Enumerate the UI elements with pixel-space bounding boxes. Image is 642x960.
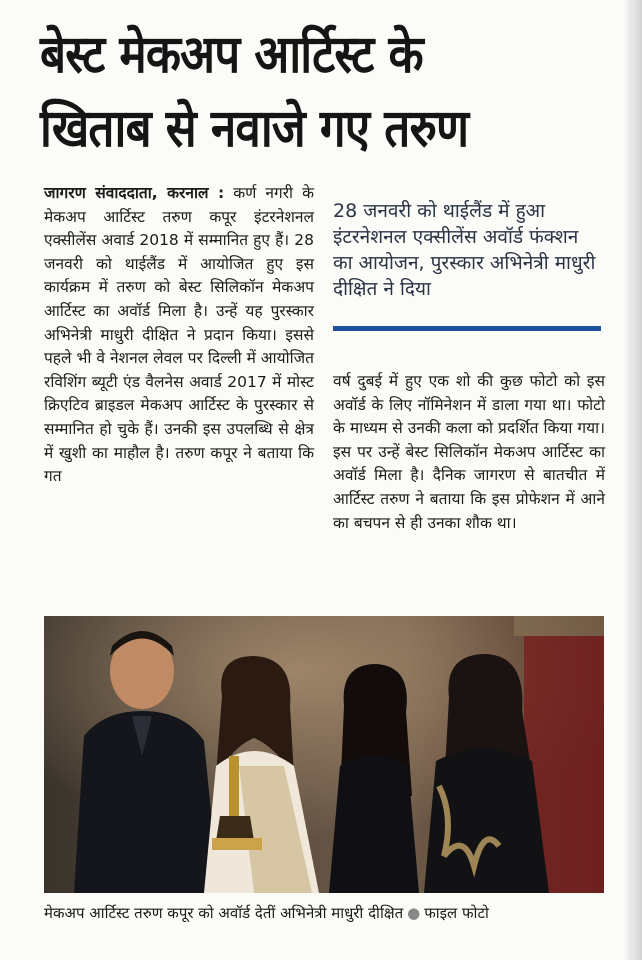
dateline: जागरण संवाददाता, करनाल :: [44, 184, 225, 202]
caption-text: मेकअप आर्टिस्ट तरुण कपूर को अवॉर्ड देतीं अभिनेत्री माधुरी दीक्षित: [44, 904, 404, 922]
body-column-right: वर्ष दुबई में हुए एक शो की कुछ फोटो को इस अवॉर्ड के लिए नॉमिनेशन में डाला गया था। फोटो के माध्यम से उनकी कला को प्रदर्शित किया गया। इस पर उन्हें बेस्ट सिलिकॉन मेकअप आर्टिस्ट का अवॉर्ड मिला है। दैनिक जागरण से बातचीत में आर्टिस्ट तरुण ने बताया कि इस प्रोफेशन में आने का बचपन से ही उनका शौक था।: [333, 372, 605, 532]
page-edge-shadow: [622, 0, 642, 960]
pull-quote: 28 जनवरी को थाईलैंड में हुआ इंटरनेशनल एक्सीलेंस अवॉर्ड फंक्शन का आयोजन, पुरस्कार अभिनेत्री माधुरी दीक्षित ने दिया: [333, 200, 596, 300]
body-text-left: कर्ण नगरी के मेकअप आर्टिस्ट तरुण कपूर इंटरनेशनल एक्सीलेंस अवार्ड 2018 में सम्मानित हुए हैं। 28 जनवरी को थाईलैंड में आयोजित हुए इस कार्यक्रम में तरुण को बेस्ट सिलिकॉन मेकअप आर्टिस्ट का अवॉर्ड मिला है। उन्हें यह पुरस्कार अभिनेत्री माधुरी दीक्षित ने प्रदान किया। इससे पहले भी वे नेशनल लेवल पर दिल्ली में आयोजित रविशिंग ब्यूटी एंड वैलनेस अवार्ड 2017 में मोस्ट क्रिएटिव ब्राइडल मेकअप आर्टिस्ट के पुरस्कार से सम्मानित हो चुके हैं। उनकी इस उपलब्धि से क्षेत्र में खुशी का माहौल है। तरुण कपूर ने बताया कि गत: [44, 184, 314, 486]
award-photo-illustration: [44, 616, 604, 893]
pull-quote-underline: [333, 326, 601, 331]
caption-separator: ●: [407, 904, 421, 922]
body-column-left: [44, 182, 314, 489]
headline-line-1: बेस्ट मेकअप आर्टिस्ट के: [40, 25, 423, 85]
headline: [40, 18, 533, 166]
caption-credit: फाइल फोटो: [424, 904, 489, 922]
award-photo: [44, 616, 604, 893]
photo-caption: [44, 902, 604, 924]
headline-line-2: खिताब से नवाजे गए तरुण: [40, 99, 469, 159]
